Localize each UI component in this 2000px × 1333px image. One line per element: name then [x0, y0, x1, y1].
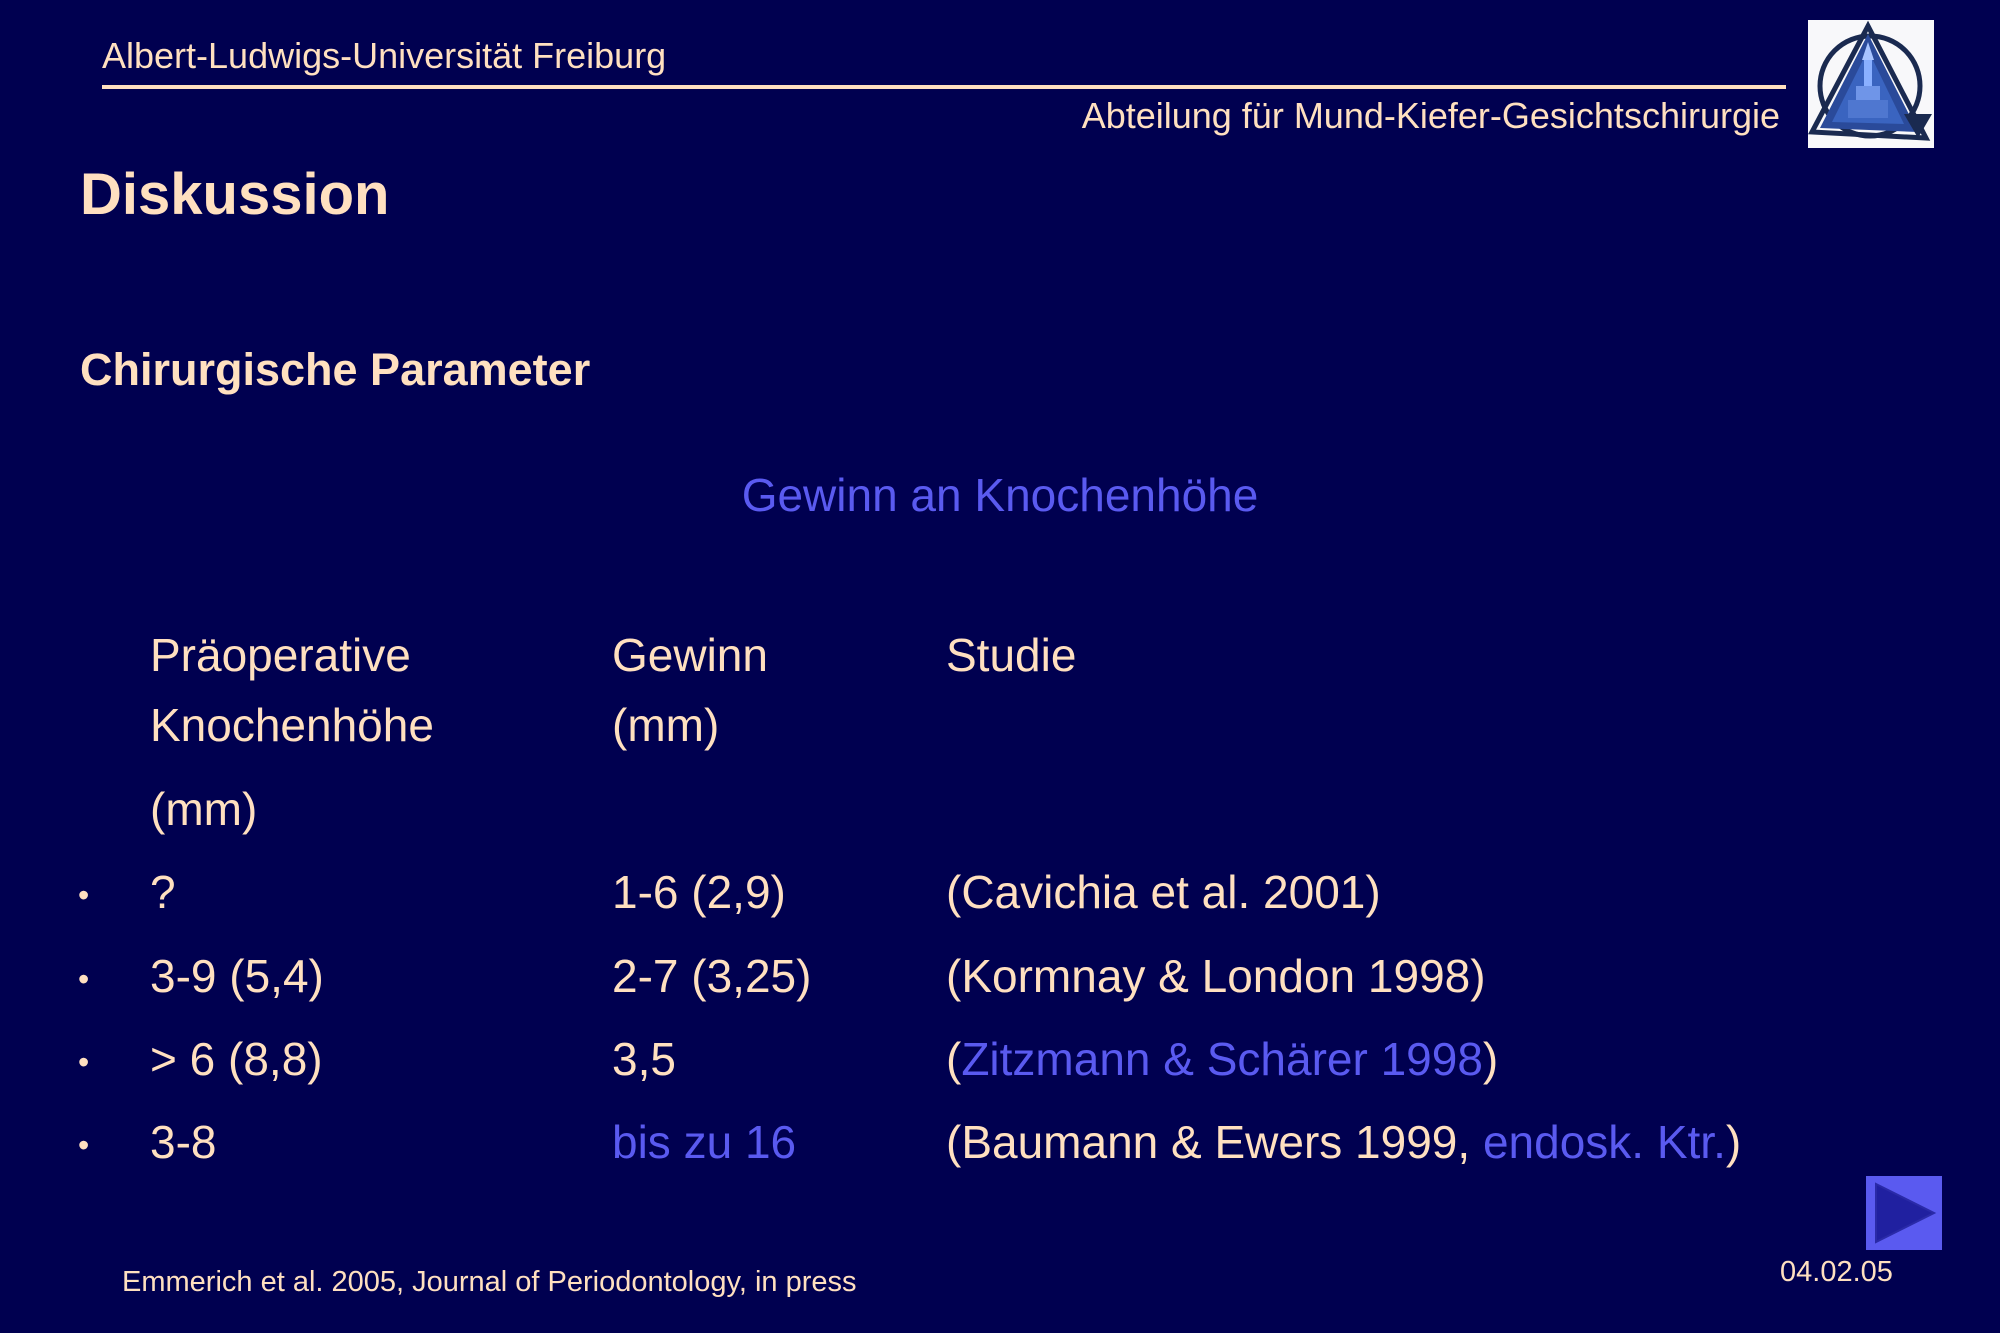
column-header-line: Gewinn [612, 629, 768, 681]
column-header-line: (mm) [150, 783, 258, 835]
study-paren-close: ) [1365, 866, 1381, 918]
next-slide-button[interactable] [1866, 1176, 1942, 1250]
study-paren-open: ( [946, 950, 962, 1002]
cell-gain: 3,5 [612, 1033, 676, 1085]
play-right-icon [1866, 1176, 1942, 1250]
table-caption: Gewinn an Knochenhöhe [741, 469, 1259, 521]
cell-gain: 1-6 (2,9) [612, 866, 786, 918]
study-paren-close: ) [1470, 950, 1486, 1002]
cell-study [946, 1024, 1498, 1094]
header-divider [102, 85, 1786, 89]
study-link[interactable]: endosk. Ktr. [1482, 1116, 1726, 1168]
bullet: • [78, 1044, 90, 1080]
section-title: Chirurgische Parameter [80, 344, 591, 395]
cell-preop: 3-8 [150, 1116, 217, 1168]
table-row [0, 1107, 2000, 1177]
cell-preop: 3-9 (5,4) [150, 950, 324, 1002]
column-header-line: Präoperative [150, 629, 411, 681]
footer-date: 04.02.05 [1780, 1256, 1893, 1288]
study-paren-open: ( [946, 866, 962, 918]
column-header-line: Studie [946, 629, 1077, 681]
study-text: (Baumann & Ewers 1999, [946, 1116, 1483, 1168]
study-link[interactable]: Zitzmann & Schärer 1998 [961, 1033, 1483, 1085]
table-row [0, 941, 2000, 1011]
department-name: Abteilung für Mund-Kiefer-Gesichtschirurgie [1081, 95, 1780, 136]
university-logo-icon [1808, 20, 1934, 148]
page-title: Diskussion [80, 162, 390, 227]
bullet: • [78, 961, 90, 997]
column-header-line: (mm) [612, 699, 720, 751]
bullet: • [78, 877, 90, 913]
bullet: • [78, 1127, 90, 1163]
university-name: Albert-Ludwigs-Universität Freiburg [102, 35, 667, 76]
column-header-preoperative [150, 620, 434, 844]
cell-preop: ? [150, 866, 176, 918]
cell-preop: > 6 (8,8) [150, 1033, 323, 1085]
study-text: Kormnay & London 1998 [961, 950, 1471, 1002]
cell-study [946, 857, 1381, 927]
study-paren-open: ( [946, 1033, 962, 1085]
column-header-line: Knochenhöhe [150, 699, 434, 751]
table-row [0, 1024, 2000, 1094]
study-paren-close: ) [1725, 1116, 1742, 1168]
table-row [0, 857, 2000, 927]
cell-gain: 2-7 (3,25) [612, 950, 812, 1002]
column-header-study [946, 620, 1076, 690]
cell-study [946, 1107, 1741, 1177]
study-paren-close: ) [1482, 1033, 1499, 1085]
gain-link[interactable]: bis zu 16 [612, 1116, 797, 1168]
column-header-gain [612, 620, 768, 760]
footer-reference: Emmerich et al. 2005, Journal of Periodontology, in press [122, 1266, 857, 1298]
study-text: Cavichia et al. 2001 [961, 866, 1366, 918]
cell-study [946, 941, 1486, 1011]
